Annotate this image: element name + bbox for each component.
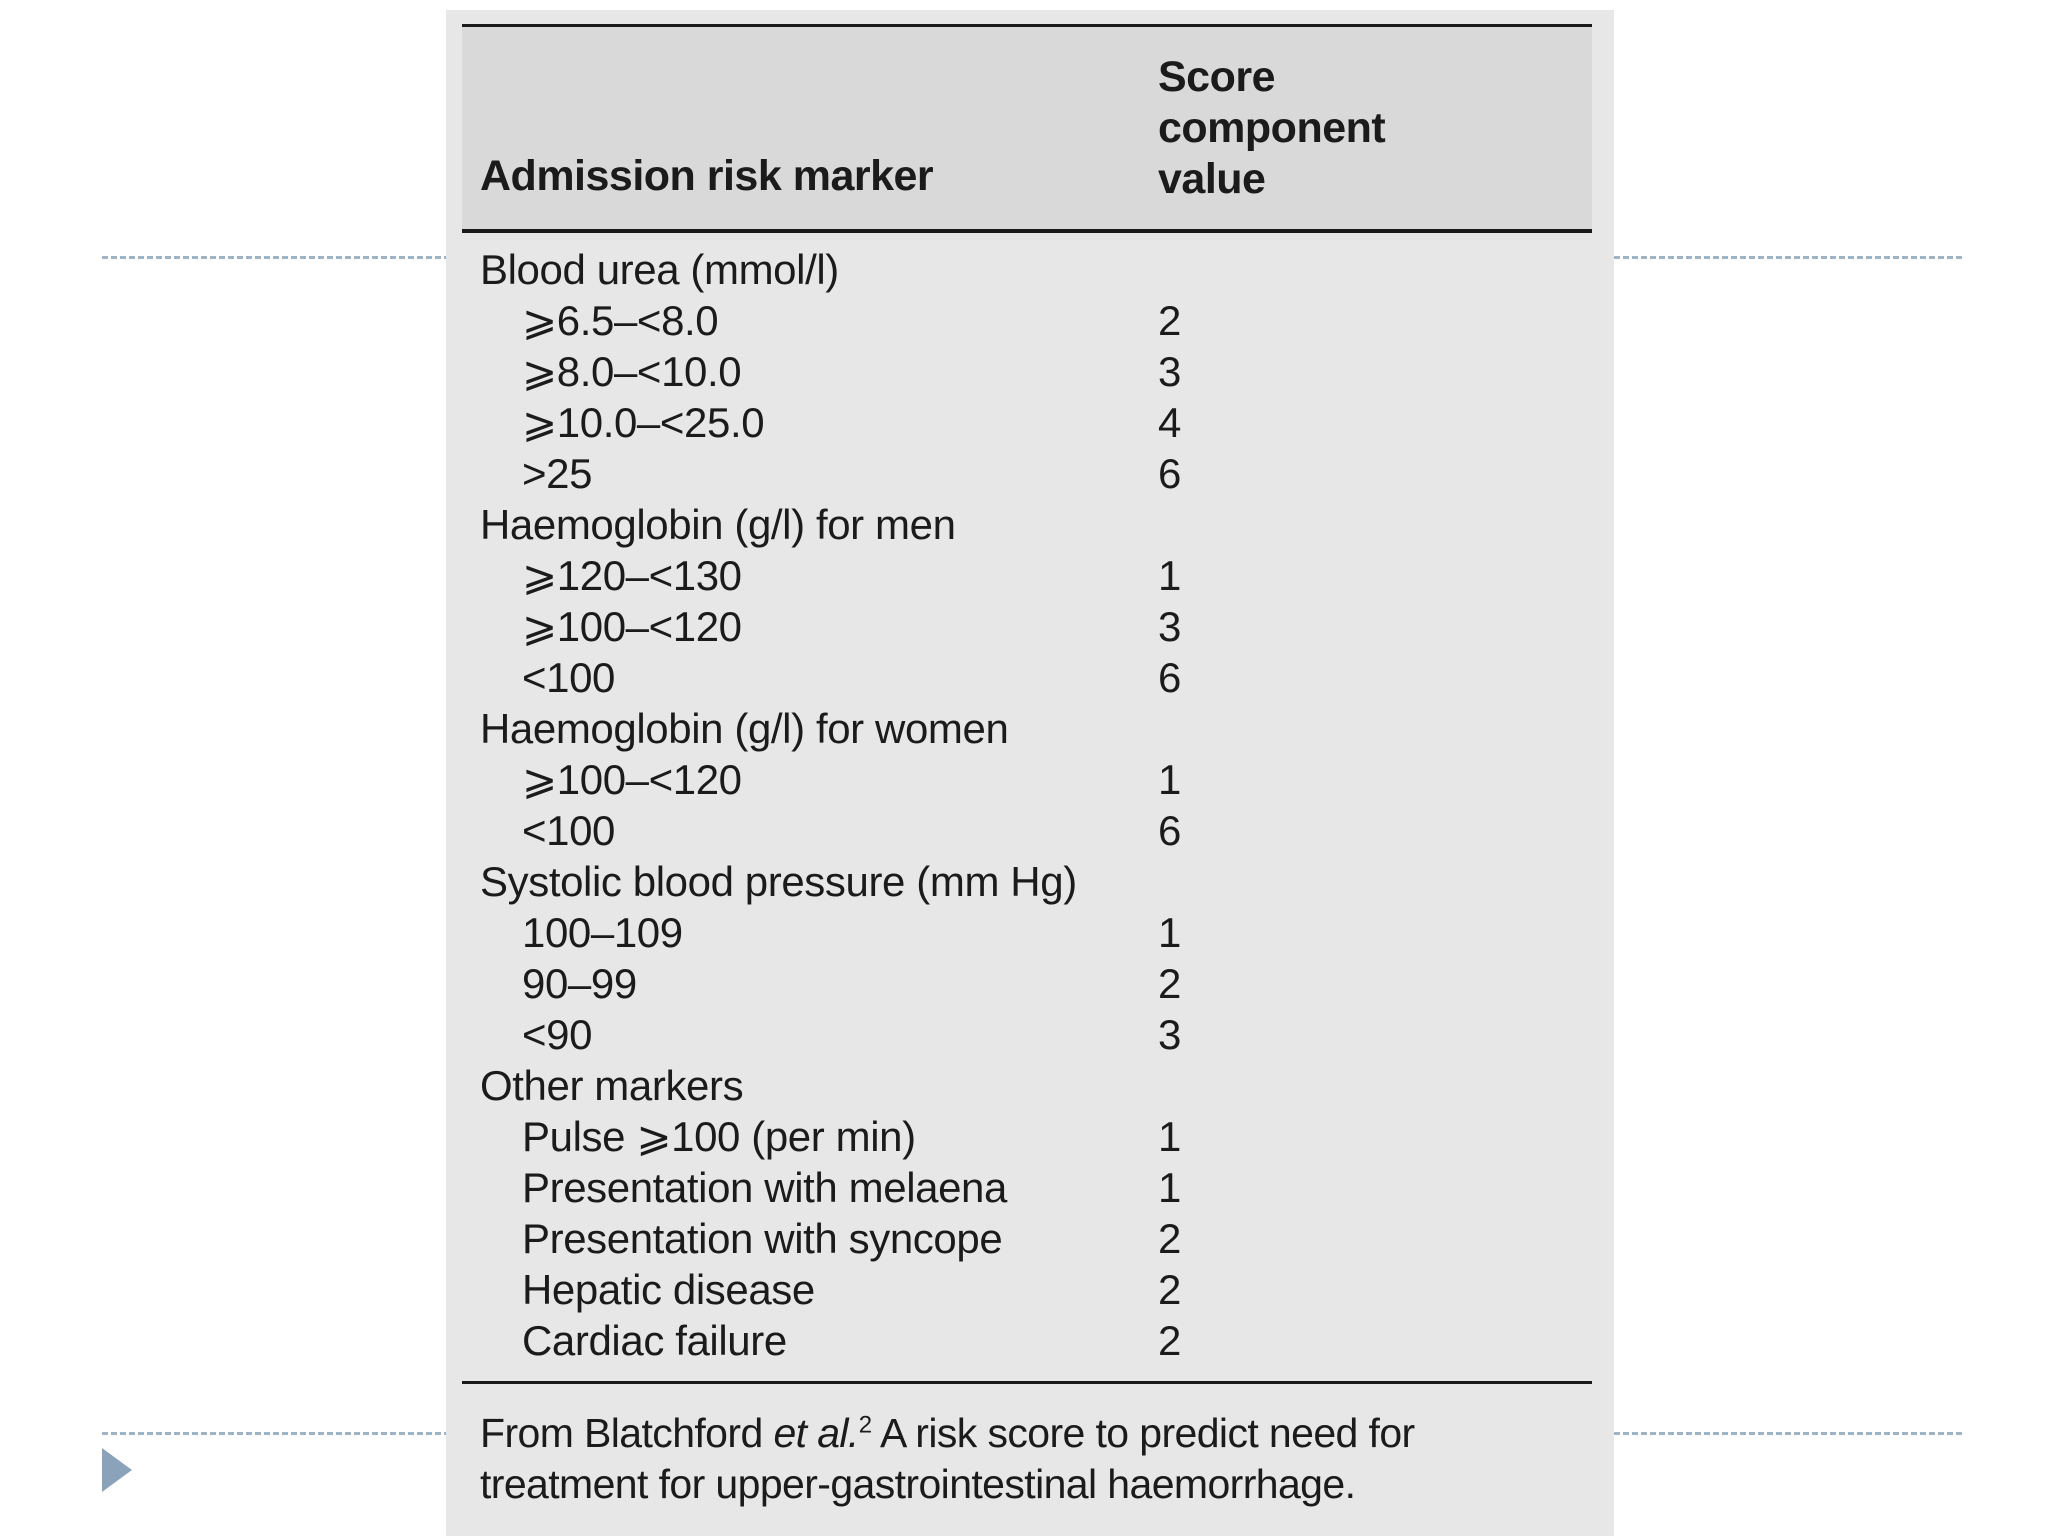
risk-marker-label: ⩾100–<120 (522, 603, 742, 650)
score-value: 6 (1158, 654, 1182, 701)
score-value: 3 (1158, 348, 1182, 395)
score-value: 1 (1158, 552, 1182, 599)
table-body (446, 244, 1614, 1366)
table-row (446, 1315, 1614, 1366)
risk-marker-label: ⩾6.5–<8.0 (522, 297, 719, 344)
footnote-reference: 2 (858, 1411, 872, 1439)
table-group-heading (446, 244, 1614, 295)
risk-marker-label: ⩾120–<130 (522, 552, 742, 599)
table-row (446, 550, 1614, 601)
table-footnote (480, 1408, 1590, 1510)
score-value: 6 (1158, 450, 1182, 497)
score-value: 1 (1158, 1164, 1182, 1211)
table-row (446, 1009, 1614, 1060)
header-admission-risk-marker: Admission risk marker (480, 152, 934, 200)
table-row (446, 601, 1614, 652)
risk-marker-label: Other markers (480, 1062, 744, 1109)
risk-marker-label: Pulse ⩾100 (per min) (522, 1113, 916, 1160)
footnote-italic: et al. (773, 1410, 859, 1456)
footnote-suffix: A risk score to predict need for treatment for upper-gastrointestinal haemorrhage. (480, 1410, 1415, 1507)
risk-marker-label: <90 (522, 1011, 593, 1058)
table-group-heading (446, 856, 1614, 907)
table-row (446, 346, 1614, 397)
risk-marker-label: ⩾10.0–<25.0 (522, 399, 765, 446)
table-row (446, 1162, 1614, 1213)
score-value: 2 (1158, 1215, 1182, 1262)
table-row (446, 448, 1614, 499)
score-value: 1 (1158, 909, 1182, 956)
table-row (446, 958, 1614, 1009)
risk-marker-label: Presentation with melaena (522, 1164, 1007, 1211)
score-value: 6 (1158, 807, 1182, 854)
table-row (446, 652, 1614, 703)
table-group-heading (446, 703, 1614, 754)
table-row (446, 1111, 1614, 1162)
header-score-line: Score (1158, 53, 1276, 101)
table-row (446, 805, 1614, 856)
risk-marker-label: >25 (522, 450, 593, 497)
table-top-rule (462, 24, 1592, 27)
risk-marker-label: Hepatic disease (522, 1266, 815, 1313)
table-header-rule (462, 229, 1592, 233)
header-score-line: component (1158, 104, 1386, 152)
risk-marker-label: Blood urea (mmol/l) (480, 246, 839, 293)
table-row (446, 907, 1614, 958)
table-row (446, 1213, 1614, 1264)
risk-marker-label: Presentation with syncope (522, 1215, 1003, 1262)
risk-marker-label: Haemoglobin (g/l) for women (480, 705, 1009, 752)
score-value: 3 (1158, 603, 1182, 650)
score-value: 3 (1158, 1011, 1182, 1058)
risk-marker-label: Cardiac failure (522, 1317, 787, 1364)
risk-marker-label: 100–109 (522, 909, 683, 956)
risk-marker-label: Haemoglobin (g/l) for men (480, 501, 956, 548)
table-row (446, 754, 1614, 805)
score-value: 1 (1158, 756, 1182, 803)
table-row (446, 295, 1614, 346)
score-value: 2 (1158, 1266, 1182, 1313)
triangle-bullet-icon (102, 1448, 132, 1492)
risk-score-table (446, 10, 1614, 1536)
score-value: 2 (1158, 1317, 1182, 1364)
header-score-line: value (1158, 155, 1266, 203)
table-group-heading (446, 499, 1614, 550)
risk-marker-label: <100 (522, 807, 616, 854)
risk-marker-label: <100 (522, 654, 616, 701)
score-value: 1 (1158, 1113, 1182, 1160)
footnote-prefix: From Blatchford (480, 1410, 774, 1456)
risk-marker-label: Systolic blood pressure (mm Hg) (480, 858, 1077, 905)
table-bottom-rule (462, 1381, 1592, 1384)
score-value: 4 (1158, 399, 1182, 446)
risk-marker-label: ⩾8.0–<10.0 (522, 348, 742, 395)
score-value: 2 (1158, 960, 1182, 1007)
table-row (446, 1264, 1614, 1315)
risk-marker-label: ⩾100–<120 (522, 756, 742, 803)
table-group-heading (446, 1060, 1614, 1111)
score-value: 2 (1158, 297, 1182, 344)
header-score-component-value (1158, 52, 1478, 205)
risk-marker-label: 90–99 (522, 960, 637, 1007)
table-row (446, 397, 1614, 448)
